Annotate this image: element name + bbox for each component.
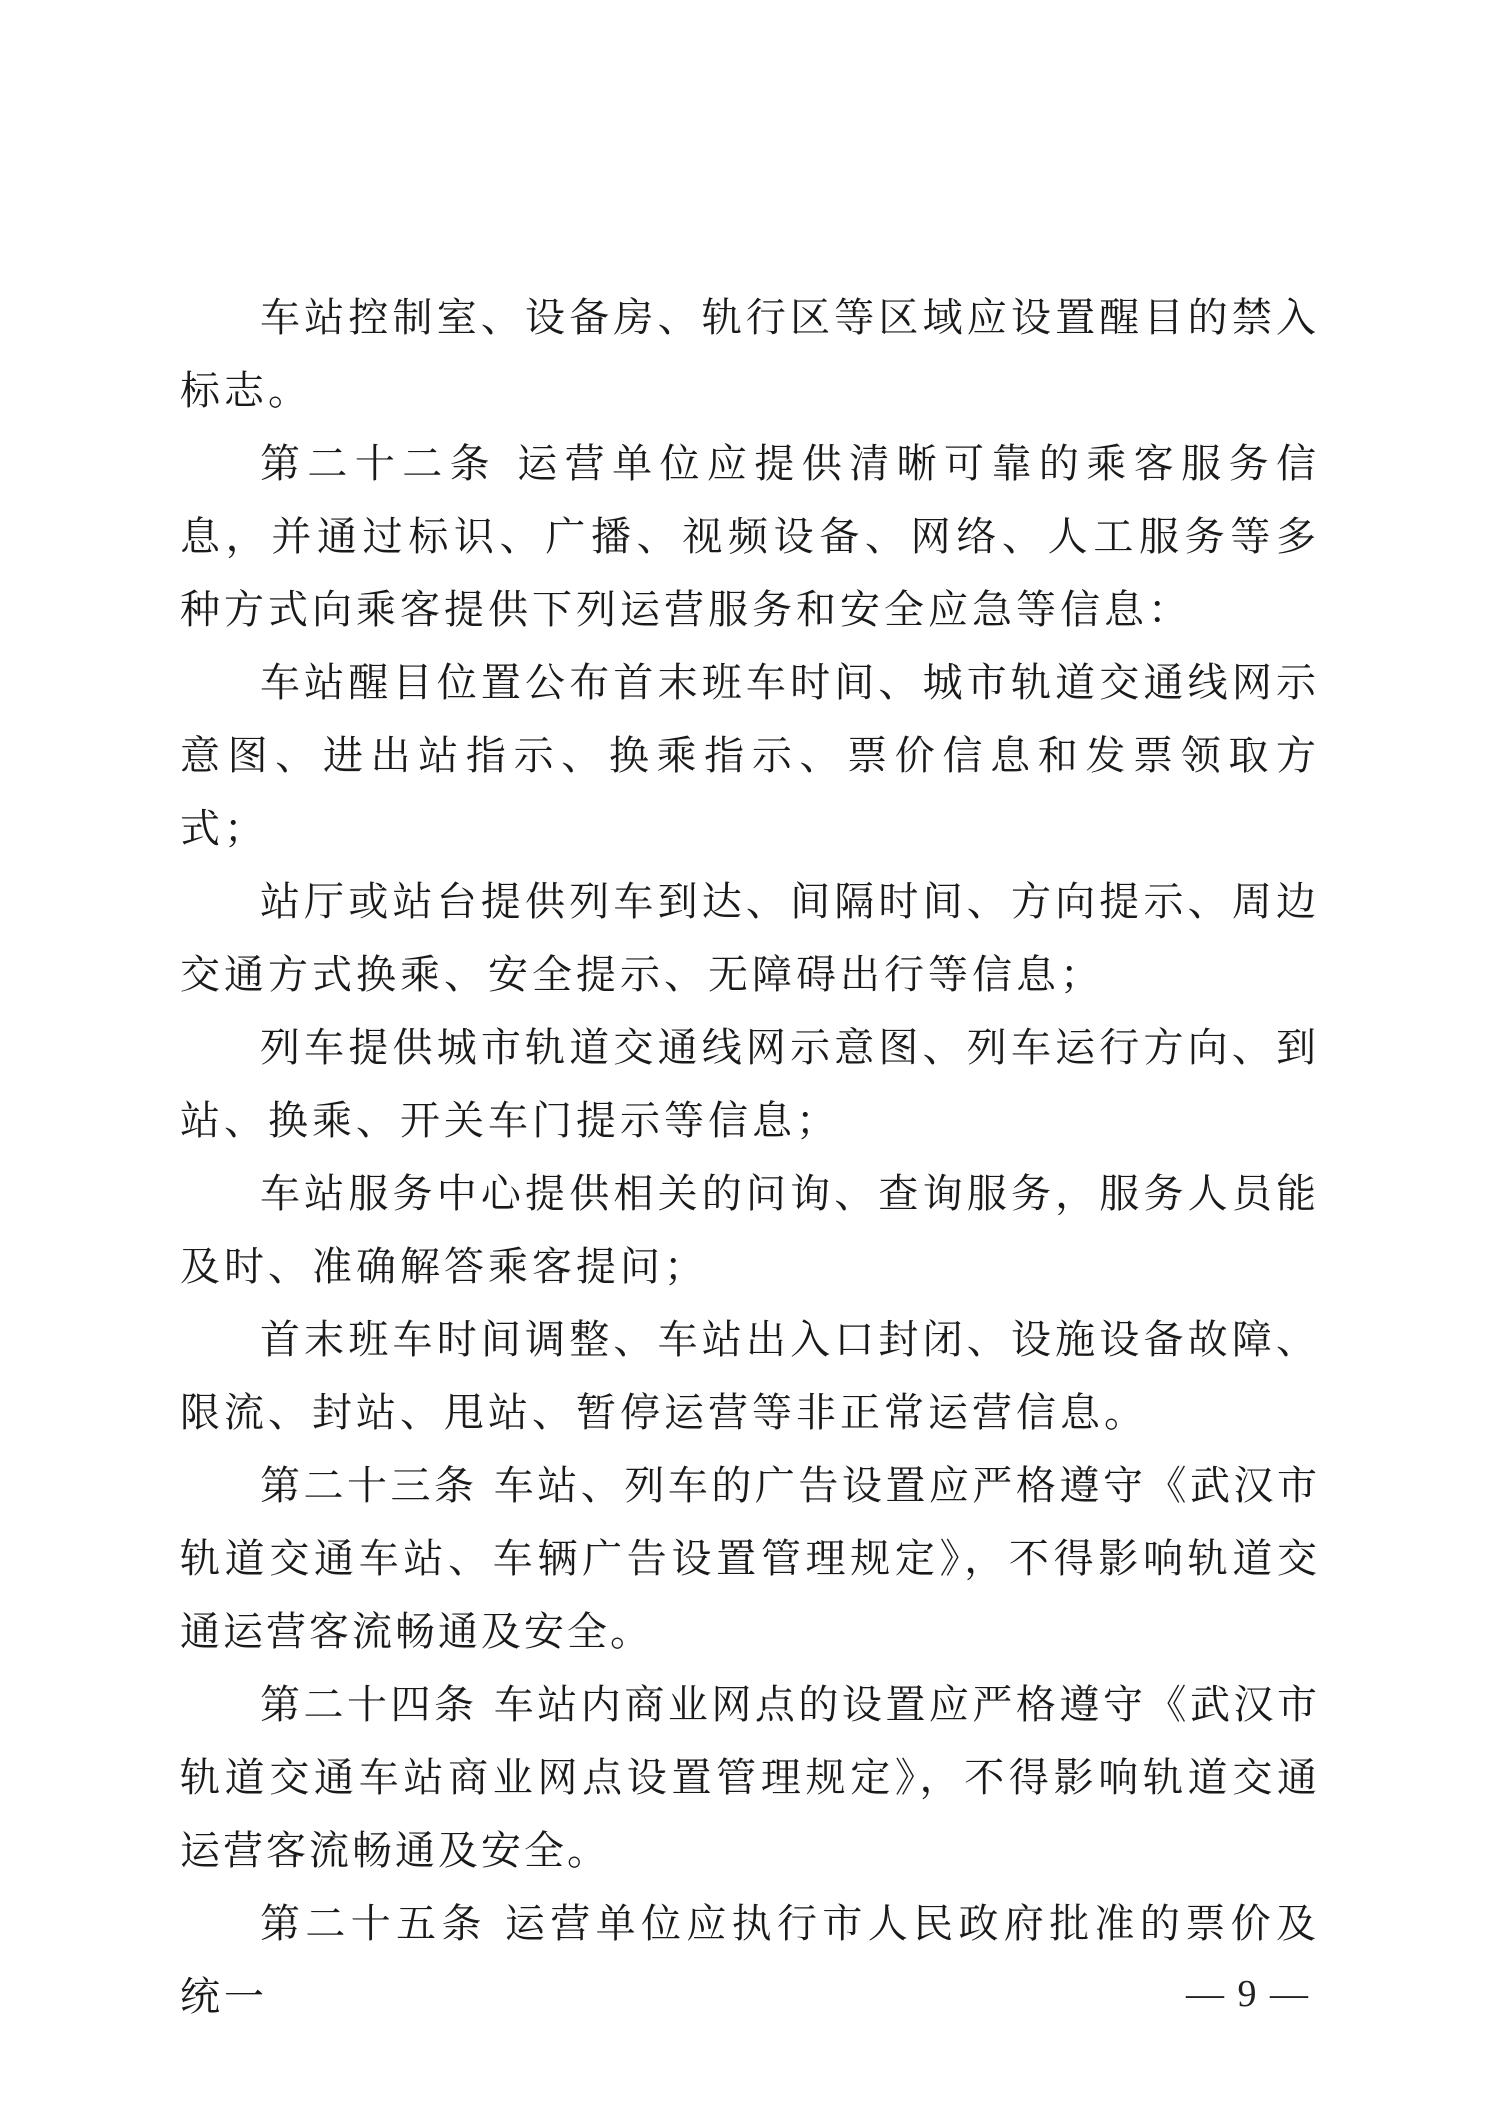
page-number: — 9 — [1186,1973,1310,2015]
paragraph-station-info: 车站醒目位置公布首末班车时间、城市轨道交通线网示意图、进出站指示、换乘指示、票价信息和发票领取方式； [180,660,1320,852]
paragraph-article-23: 第二十三条 车站、列车的广告设置应严格遵守《武汉市轨道交通车站、车辆广告设置管理规定》，不得影响轨道交通运营客流畅通及安全。 [180,1463,1320,1655]
paragraph-train-info: 列车提供城市轨道交通线网示意图、列车运行方向、到站、换乘、开关车门提示等信息； [180,1025,1320,1144]
paragraph-article-25: 第二十五条 运营单位应执行市人民政府批准的票价及统一 [180,1901,1320,2020]
paragraph-article-22: 第二十二条 运营单位应提供清晰可靠的乘客服务信息，并通过标识、广播、视频设备、网络、人工服务等多种方式向乘客提供下列运营服务和安全应急等信息： [180,441,1320,633]
paragraph-service-center: 车站服务中心提供相关的问询、查询服务，服务人员能及时、准确解答乘客提问； [180,1171,1320,1290]
paragraph-1: 车站控制室、设备房、轨行区等区域应设置醒目的禁入标志。 [180,295,1320,414]
paragraph-article-24: 第二十四条 车站内商业网点的设置应严格遵守《武汉市轨道交通车站商业网点设置管理规定》，不得影响轨道交通运营客流畅通及安全。 [180,1682,1320,1874]
paragraph-platform-info: 站厅或站台提供列车到达、间隔时间、方向提示、周边交通方式换乘、安全提示、无障碍出行等信息； [180,879,1320,998]
paragraph-abnormal-info: 首末班车时间调整、车站出入口封闭、设施设备故障、限流、封站、甩站、暂停运营等非正常运营信息。 [180,1317,1320,1436]
body-text [180,282,1320,2034]
